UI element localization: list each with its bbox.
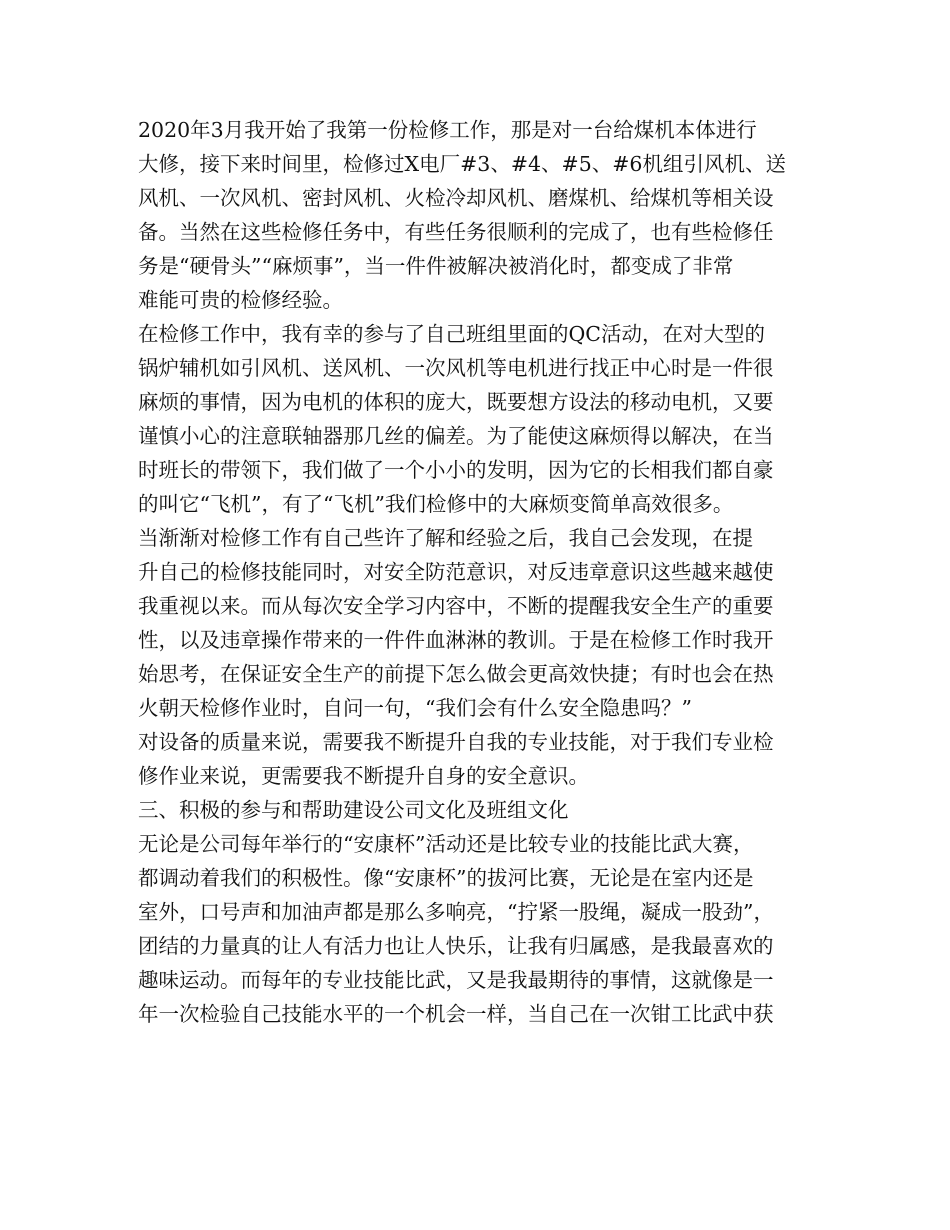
text-line: 大修，接下来时间里，检修过X电厂#3、#4、#5、#6机组引风机、送: [138, 152, 786, 176]
text-line: 锅炉辅机如引风机、送风机、一次风机等电机进行找正中心时是一件很: [138, 356, 774, 380]
text-line: 备。当然在这些检修任务中，有些任务很顺利的完成了，也有些检修任: [138, 220, 774, 244]
text-line: 室外，口号声和加油声都是那么多响亮，“拧紧一股绳，凝成一股劲”，: [138, 900, 774, 924]
text-line: 务是“硬骨头”“麻烦事”，当一件件被解决被消化时，都变成了非常: [138, 254, 734, 278]
text-line: 我重视以来。而从每次安全学习内容中，不断的提醒我安全生产的重要: [138, 594, 774, 618]
text-line: 团结的力量真的让人有活力也让人快乐，让我有归属感，是我最喜欢的: [138, 934, 774, 958]
document-page: [138, 113, 818, 1031]
text-line: 无论是公司每年举行的“安康杯”活动还是比较专业的技能比武大赛，: [138, 832, 754, 856]
text-line: 当渐渐对检修工作有自己些许了解和经验之后，我自己会发现，在提: [138, 526, 753, 550]
text-line: 时班长的带领下，我们做了一个小小的发明，因为它的长相我们都自豪: [138, 458, 774, 482]
text-line: 风机、一次风机、密封风机、火检冷却风机、磨煤机、给煤机等相关设: [138, 186, 774, 210]
section-heading: 三、积极的参与和帮助建设公司文化及班组文化: [138, 798, 569, 822]
text-line: 谨慎小心的注意联轴器那几丝的偏差。为了能使这麻烦得以解决，在当: [138, 424, 774, 448]
text-line: 修作业来说，更需要我不断提升自身的安全意识。: [138, 764, 589, 788]
text-line: 年一次检验自己技能水平的一个机会一样，当自己在一次钳工比武中获: [138, 1002, 774, 1026]
text-line: 对设备的质量来说，需要我不断提升自我的专业技能，对于我们专业检: [138, 730, 774, 754]
text-line: 的叫它“飞机”，有了“飞机”我们检修中的大麻烦变简单高效很多。: [138, 492, 734, 516]
text-line: 始思考，在保证安全生产的前提下怎么做会更高效快捷；有时也会在热: [138, 662, 774, 686]
text-line: 在检修工作中，我有幸的参与了自己班组里面的QC活动，在对大型的: [138, 322, 765, 346]
text-line: 难能可贵的检修经验。: [138, 288, 343, 312]
text-line: 都调动着我们的积极性。像“安康杯”的拔河比赛，无论是在室内还是: [138, 866, 754, 890]
text-line: 2020年3月我开始了我第一份检修工作，那是对一台给煤机本体进行: [138, 118, 757, 142]
text-line: 升自己的检修技能同时，对安全防范意识，对反违章意识这些越来越使: [138, 560, 774, 584]
text-line: 麻烦的事情，因为电机的体积的庞大，既要想方设法的移动电机，又要: [138, 390, 774, 414]
text-line: 性，以及违章操作带来的一件件血淋淋的教训。于是在检修工作时我开: [138, 628, 774, 652]
text-line: 火朝天检修作业时，自问一句，“我们会有什么安全隐患吗？”: [138, 696, 692, 720]
text-line: 趣味运动。而每年的专业技能比武，又是我最期待的事情，这就像是一: [138, 968, 774, 992]
